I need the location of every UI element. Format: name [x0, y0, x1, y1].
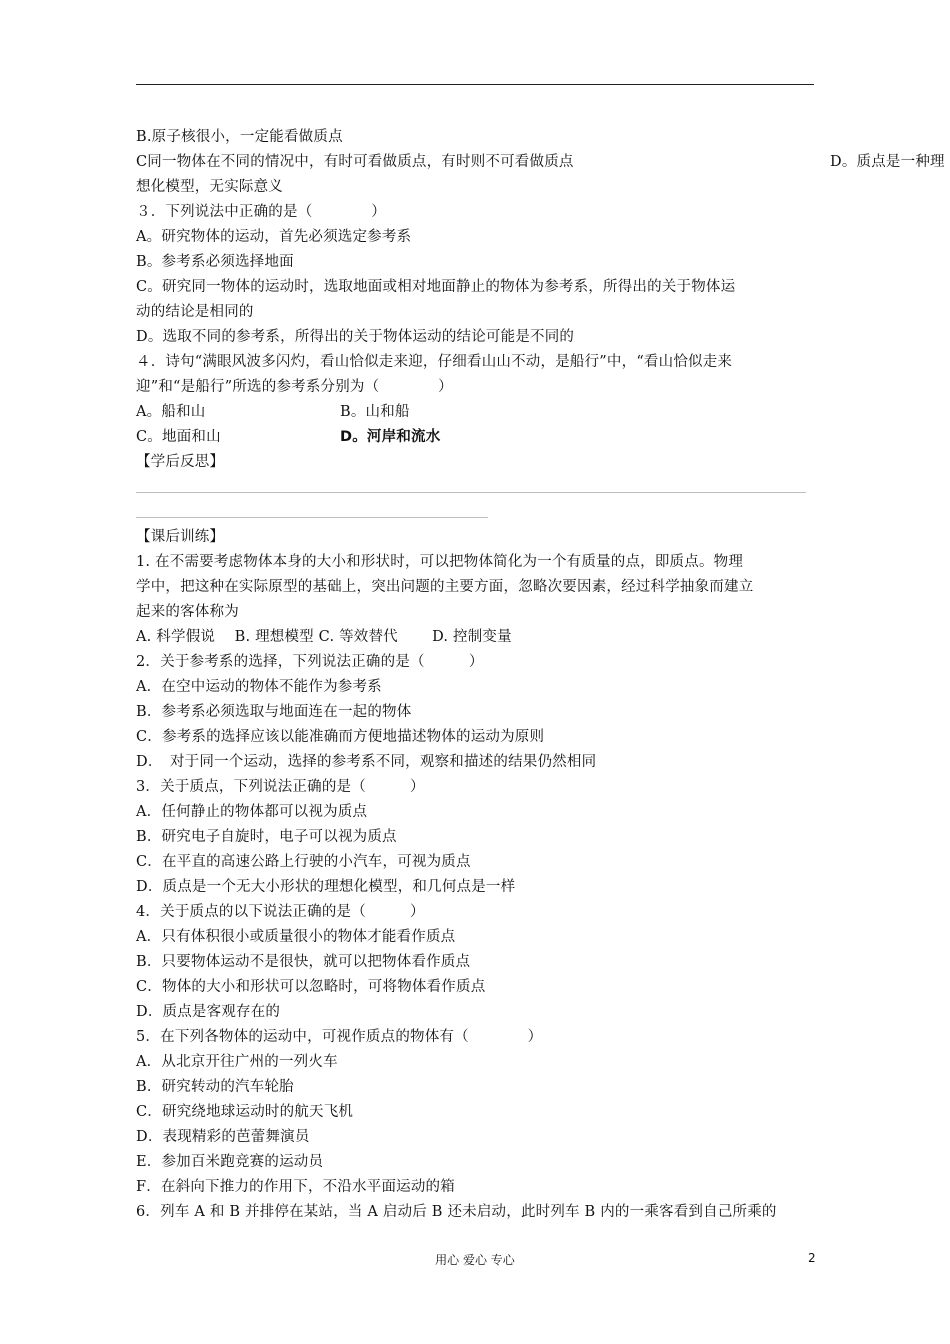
page-number: 2 — [808, 1251, 816, 1265]
q3-option-b: B。参考系必须选择地面 — [136, 254, 294, 270]
p5-option-c: C．研究绕地球运动时的航天飞机 — [136, 1104, 354, 1120]
p5-option-a: A．从北京开往广州的一列火车 — [136, 1054, 338, 1070]
q2-option-c-text: C同一物体在不同的情况中，有时可看做质点，有时则不可看做质点 — [136, 154, 574, 170]
p5-option-f: F．在斜向下推力的作用下，不沿水平面运动的箱 — [136, 1179, 455, 1195]
p3-option-c: C．在平直的高速公路上行驶的小汽车，可视为质点 — [136, 854, 471, 870]
header-rule — [136, 84, 814, 85]
page-footer: 用心 爱心 专心 — [435, 1253, 515, 1267]
reflection-heading: 【学后反思】 — [136, 454, 225, 470]
p2-option-a: A．在空中运动的物体不能作为参考系 — [136, 679, 382, 695]
p1-line3: 起来的客体称为 — [136, 604, 239, 620]
p2-option-d: D． 对于同一个运动，选择的参考系不同，观察和描述的结果仍然相同 — [136, 754, 597, 770]
q4-option-c: C。地面和山 — [136, 429, 221, 445]
q4-title-line1: ４．诗句“满眼风波多闪灼，看山恰似走来迎，仔细看山山不动，是船行”中，“看山恰似走来 — [136, 354, 733, 370]
p3-option-b: B．研究电子自旋时，电子可以视为质点 — [136, 829, 397, 845]
p5-option-d: D．表现精彩的芭蕾舞演员 — [136, 1129, 310, 1145]
practice-heading: 【课后训练】 — [136, 529, 225, 545]
reflection-line-2 — [136, 517, 488, 518]
q4-option-a: A。船和山 — [136, 404, 206, 420]
p3-option-d: D．质点是一个无大小形状的理想化模型，和几何点是一样 — [136, 879, 516, 895]
q4-title-line2: 迎”和“是船行”所选的参考系分别为（ ） — [136, 379, 453, 395]
p3-title: 3．关于质点，下列说法正确的是（ ） — [136, 779, 425, 795]
p1-line2: 学中，把这种在实际原型的基础上，突出问题的主要方面，忽略次要因素，经过科学抽象而建立 — [136, 579, 754, 595]
q3-option-d: D。选取不同的参考系，所得出的关于物体运动的结论可能是不同的 — [136, 329, 575, 345]
q3-option-c-line1: C。研究同一物体的运动时，选取地面或相对地面静止的物体为参考系，所得出的关于物体运 — [136, 279, 736, 295]
p4-title: 4．关于质点的以下说法正确的是（ ） — [136, 904, 425, 920]
q4-options-row2 — [136, 427, 441, 447]
q3-option-a: A。研究物体的运动，首先必须选定参考系 — [136, 229, 412, 245]
p1-options: A. 科学假说 B. 理想模型 C. 等效替代 D. 控制变量 — [136, 629, 512, 645]
p4-option-b: B．只要物体运动不是很快，就可以把物体看作质点 — [136, 954, 471, 970]
q2-option-c — [136, 152, 945, 172]
p5-option-b: B．研究转动的汽车轮胎 — [136, 1079, 294, 1095]
q2-option-d: D。质点是一种理 — [830, 154, 945, 170]
p4-option-c: C．物体的大小和形状可以忽略时，可将物体看作质点 — [136, 979, 486, 995]
p4-option-d: D．质点是客观存在的 — [136, 1004, 281, 1020]
p2-title: 2．关于参考系的选择，下列说法正确的是（ ） — [136, 654, 484, 670]
p1-line1: 1. 在不需要考虑物体本身的大小和形状时，可以把物体简化为一个有质量的点，即质点。物理 — [136, 554, 744, 570]
p2-option-b: B．参考系必须选取与地面连在一起的物体 — [136, 704, 412, 720]
q4-options-row1 — [136, 402, 410, 422]
p6-title: 6．列车 A 和 B 并排停在某站，当 A 启动后 B 还未启动，此时列车 B 内的一乘客看到自己所乘的 — [136, 1204, 777, 1220]
q3-option-c-line2: 动的结论是相同的 — [136, 304, 254, 320]
p4-option-a: A．只有体积很小或质量很小的物体才能看作质点 — [136, 929, 456, 945]
q4-option-b: B。山和船 — [340, 404, 410, 420]
p5-option-e: E．参加百米跑竞赛的运动员 — [136, 1154, 324, 1170]
q2-option-d-cont: 想化模型，无实际意义 — [136, 179, 283, 195]
reflection-line-1 — [136, 492, 806, 493]
q3-title: ３．下列说法中正确的是（ ） — [136, 204, 386, 220]
p2-option-c: C．参考系的选择应该以能准确而方便地描述物体的运动为原则 — [136, 729, 545, 745]
p3-option-a: A．任何静止的物体都可以视为质点 — [136, 804, 368, 820]
p5-title: 5．在下列各物体的运动中，可视作质点的物体有（ ） — [136, 1029, 543, 1045]
q2-option-b: B.原子核很小，一定能看做质点 — [136, 129, 343, 145]
q4-option-d: D。河岸和流水 — [340, 429, 441, 445]
